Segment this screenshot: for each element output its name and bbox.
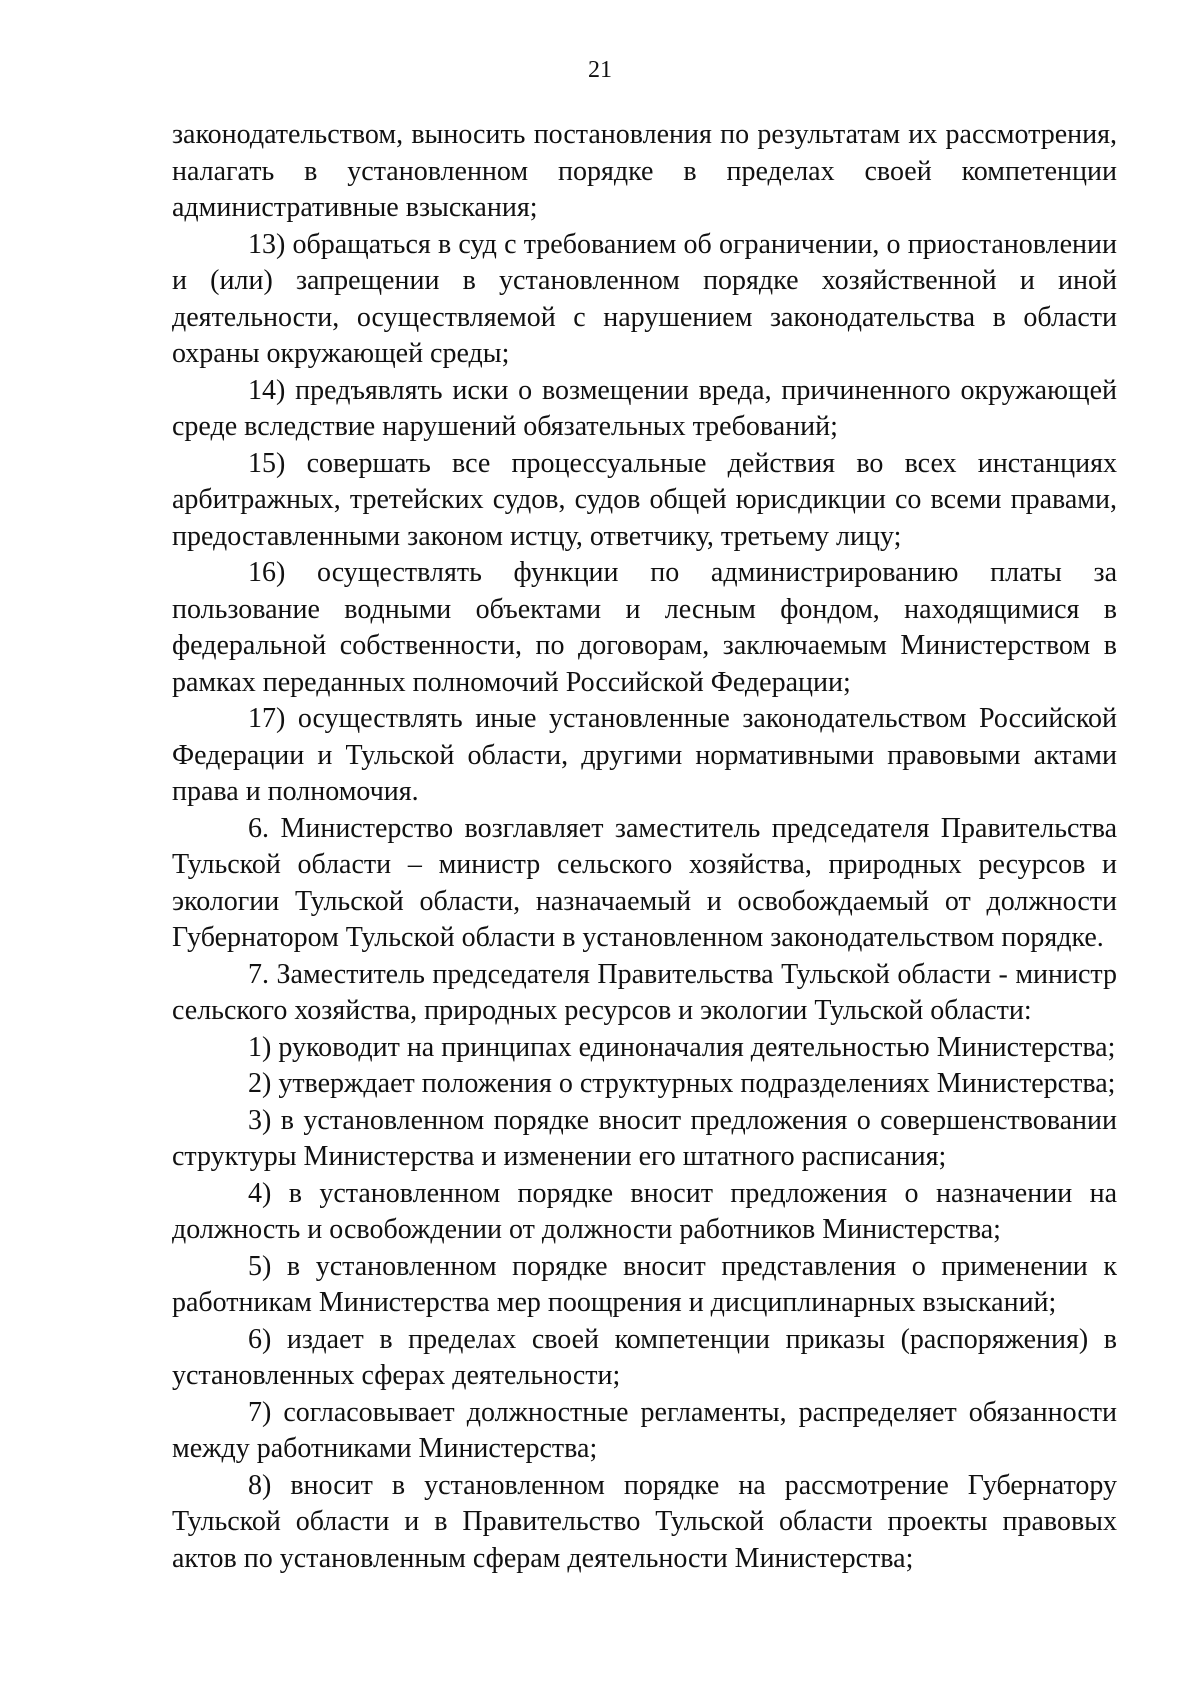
paragraph-duty-8: 8) вносит в установленном порядке на рассмотрение Губернатору Тульской области и в Правительство Тульской области проекты правовых актов по установленным сферам деятельности Министерства; (172, 1469, 1117, 1574)
paragraph-duty-7: 7) согласовывает должностные регламенты, распределяет обязанности между работниками Министерства; (172, 1396, 1117, 1464)
document-body (172, 117, 1117, 1577)
paragraph-section-6: 6. Министерство возглавляет заместитель председателя Правительства Тульской области – министр сельского хозяйства, природных ресурсов и экологии Тульской области, назначаемый и освобождаемый от должности Губернатором Тульской области в установленном законодательством порядке. (172, 812, 1117, 953)
page-number: 21 (588, 57, 612, 83)
paragraph-duty-2: 2) утверждает положения о структурных подразделениях Министерства; (248, 1068, 1116, 1099)
paragraph-duty-6: 6) издает в пределах своей компетенции приказы (распоряжения) в установленных сферах деятельности; (172, 1323, 1117, 1391)
paragraph-duty-1: 1) руководит на принципах единоначалия деятельностью Министерства; (248, 1031, 1116, 1063)
paragraph-item-15: 15) совершать все процессуальные действия во всех инстанциях арбитражных, третейских судов, судов общей юрисдикции со всеми правами, предоставленными законом истцу, ответчику, третьему лицу; (172, 447, 1117, 552)
paragraph-duty-5: 5) в установленном порядке вносит представления о применении к работникам Министерства мер поощрения и дисциплинарных взысканий; (172, 1250, 1117, 1318)
paragraph-item-16: 16) осуществлять функции по администрированию платы за пользование водными объектами и лесным фондом, находящимися в федеральной собственности, по договорам, заключаемым Министерством в рамках переданных полномочий Российской Федерации; (172, 557, 1117, 698)
paragraph-item-13: 13) обращаться в суд с требованием об ограничении, о приостановлении и (или) запрещении в установленном порядке хозяйственной и иной деятельности, осуществляемой с нарушением законодательства в области охраны окружающей среды; (172, 228, 1117, 369)
paragraph-item-14: 14) предъявлять иски о возмещении вреда, причиненного окружающей среде вследствие нарушений обязательных требований; (172, 374, 1117, 442)
paragraph-item-17: 17) осуществлять иные установленные законодательством Российской Федерации и Тульской области, другими нормативными правовыми актами права и полномочия. (172, 703, 1117, 807)
paragraph-duty-3: 3) в установленном порядке вносит предложения о совершенствовании структуры Министерства и изменении его штатного расписания; (172, 1104, 1117, 1172)
paragraph-continuation: законодательством, выносить постановления по результатам их рассмотрения, налагать в установленном порядке в пределах своей компетенции административные взыскания; (172, 119, 1117, 223)
paragraph-duty-4: 4) в установленном порядке вносит предложения о назначении на должность и освобождении от должности работников Министерства; (172, 1177, 1117, 1245)
paragraph-section-7: 7. Заместитель председателя Правительства Тульской области - министр сельского хозяйства, природных ресурсов и экологии Тульской области: (172, 958, 1117, 1026)
